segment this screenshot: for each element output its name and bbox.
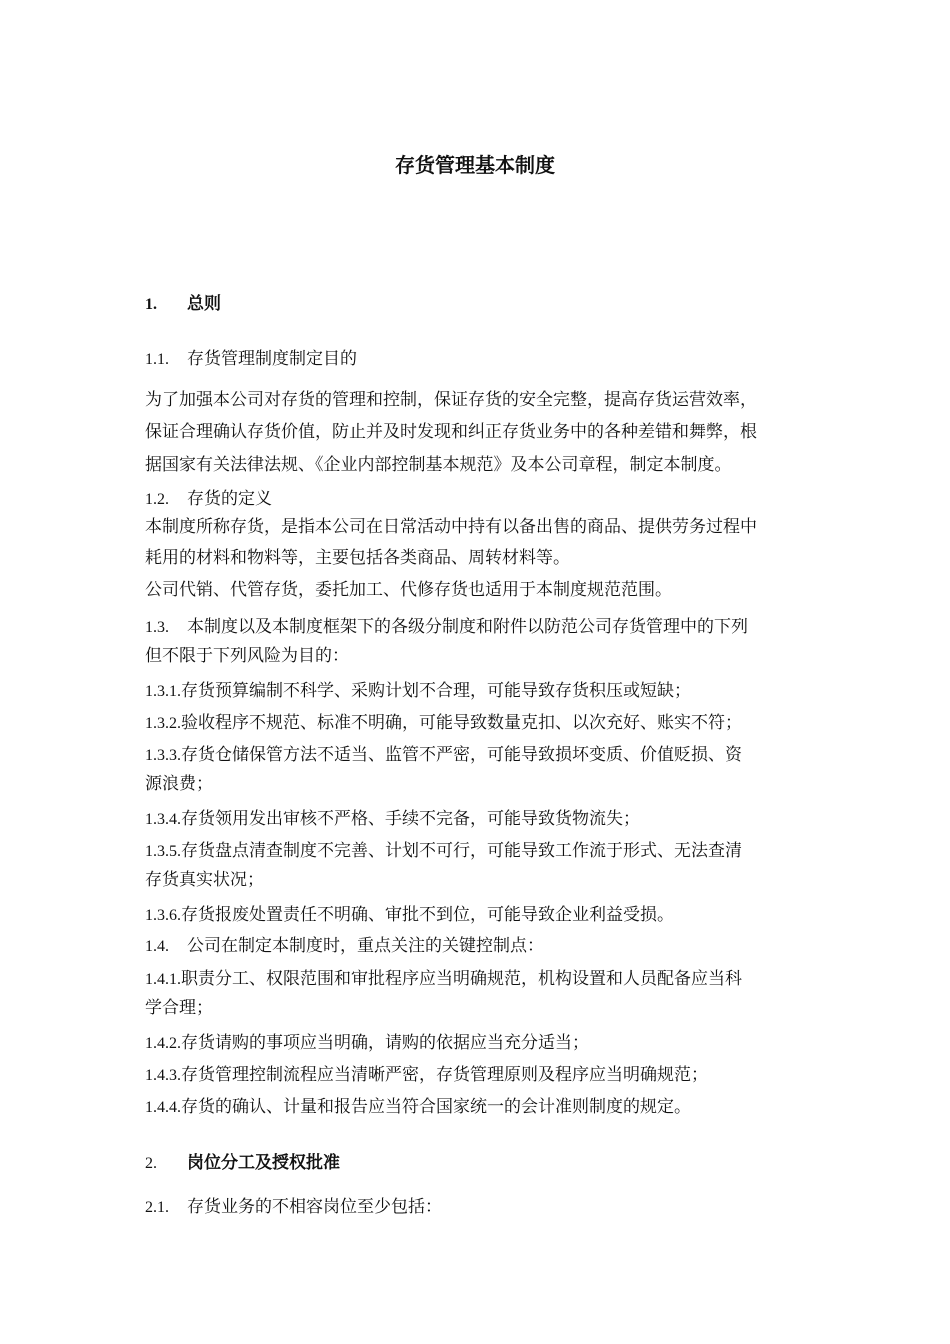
subsection-number: 1.4. bbox=[145, 938, 169, 955]
list-item-number: 1.4.4. bbox=[145, 1099, 181, 1116]
list-item-number: 1.4.1. bbox=[145, 971, 181, 988]
list-item-text: 存货管理控制流程应当清晰严密，存货管理原则及程序应当明确规范； bbox=[181, 1065, 708, 1085]
subsection-title: 存货的定义 bbox=[187, 489, 272, 509]
section-number: 1. bbox=[145, 296, 157, 313]
subsection-number: 1.2. bbox=[145, 491, 169, 508]
subsection-title: 存货管理制度制定目的 bbox=[187, 349, 357, 369]
list-item-text: 存货预算编制不科学、采购计划不合理，可能导致存货积压或短缺； bbox=[181, 681, 691, 701]
paragraph-line: 公司代销、代管存货，委托加工、代修存货也适用于本制度规范范围。 bbox=[145, 580, 672, 600]
subsection-text: 本制度以及本制度框架下的各级分制度和附件以防范公司存货管理中的下列 bbox=[187, 617, 748, 637]
list-item bbox=[145, 676, 835, 707]
list-item bbox=[145, 740, 835, 771]
subsection-heading bbox=[145, 344, 835, 375]
section-number: 2. bbox=[145, 1155, 157, 1172]
list-item-number: 1.4.3. bbox=[145, 1067, 181, 1084]
paragraph-line: 为了加强本公司对存货的管理和控制，保证存货的安全完整，提高存货运营效率， bbox=[145, 390, 757, 410]
list-item bbox=[145, 964, 835, 995]
paragraph-line: 学合理； bbox=[145, 998, 213, 1018]
list-item-text: 存货仓储保管方法不适当、监管不严密，可能导致损坏变质、价值贬损、资 bbox=[181, 745, 742, 765]
list-item bbox=[145, 708, 835, 739]
paragraph-line: 源浪费； bbox=[145, 774, 213, 794]
list-item-text: 存货领用发出审核不严格、手续不完备，可能导致货物流失； bbox=[181, 809, 640, 829]
list-item-text: 验收程序不规范、标准不明确，可能导致数量克扣、以次充好、账实不符； bbox=[181, 713, 742, 733]
list-item-text: 存货的确认、计量和报告应当符合国家统一的会计准则制度的规定。 bbox=[181, 1097, 691, 1117]
subsection-heading bbox=[145, 931, 835, 962]
paragraph-line: 据国家有关法律法规、《企业内部控制基本规范》及本公司章程，制定本制度。 bbox=[145, 455, 732, 475]
subsection-number: 1.3. bbox=[145, 619, 169, 636]
list-item-number: 1.3.6. bbox=[145, 907, 181, 924]
subsection-text: 存货业务的不相容岗位至少包括： bbox=[187, 1197, 442, 1217]
list-item-number: 1.3.5. bbox=[145, 843, 181, 860]
list-item-text: 存货盘点清查制度不完善、计划不可行，可能导致工作流于形式、无法查清 bbox=[181, 841, 742, 861]
subsection-number: 2.1. bbox=[145, 1199, 169, 1216]
section-heading bbox=[145, 1148, 835, 1179]
section-title: 岗位分工及授权批准 bbox=[187, 1153, 340, 1173]
subsection-heading bbox=[145, 484, 835, 515]
list-item-text: 存货请购的事项应当明确，请购的依据应当充分适当； bbox=[181, 1033, 589, 1053]
list-item-text: 职责分工、权限范围和审批程序应当明确规范，机构设置和人员配备应当科 bbox=[181, 969, 742, 989]
list-item bbox=[145, 900, 835, 931]
subsection-text: 公司在制定本制度时，重点关注的关键控制点： bbox=[187, 936, 544, 956]
subsection-heading bbox=[145, 612, 835, 643]
list-item bbox=[145, 1060, 835, 1091]
page-title: 存货管理基本制度 bbox=[395, 153, 555, 177]
list-item bbox=[145, 1092, 835, 1123]
list-item-number: 1.3.4. bbox=[145, 811, 181, 828]
paragraph-line: 本制度所称存货，是指本公司在日常活动中持有以备出售的商品、提供劳务过程中 bbox=[145, 517, 757, 537]
paragraph-line: 但不限于下列风险为目的： bbox=[145, 646, 349, 666]
list-item bbox=[145, 1028, 835, 1059]
paragraph-line: 保证合理确认存货价值，防止并及时发现和纠正存货业务中的各种差错和舞弊，根 bbox=[145, 422, 757, 442]
section-title: 总则 bbox=[187, 294, 221, 314]
paragraph-line: 耗用的材料和物料等，主要包括各类商品、周转材料等。 bbox=[145, 548, 570, 568]
section-heading bbox=[145, 289, 835, 320]
list-item-number: 1.4.2. bbox=[145, 1035, 181, 1052]
list-item-number: 1.3.2. bbox=[145, 715, 181, 732]
list-item-number: 1.3.1. bbox=[145, 683, 181, 700]
subsection-number: 1.1. bbox=[145, 351, 169, 368]
list-item-number: 1.3.3. bbox=[145, 747, 181, 764]
subsection-heading bbox=[145, 1192, 835, 1223]
paragraph-line: 存货真实状况； bbox=[145, 870, 264, 890]
list-item bbox=[145, 804, 835, 835]
list-item bbox=[145, 836, 835, 867]
list-item-text: 存货报废处置责任不明确、审批不到位，可能导致企业利益受损。 bbox=[181, 905, 674, 925]
